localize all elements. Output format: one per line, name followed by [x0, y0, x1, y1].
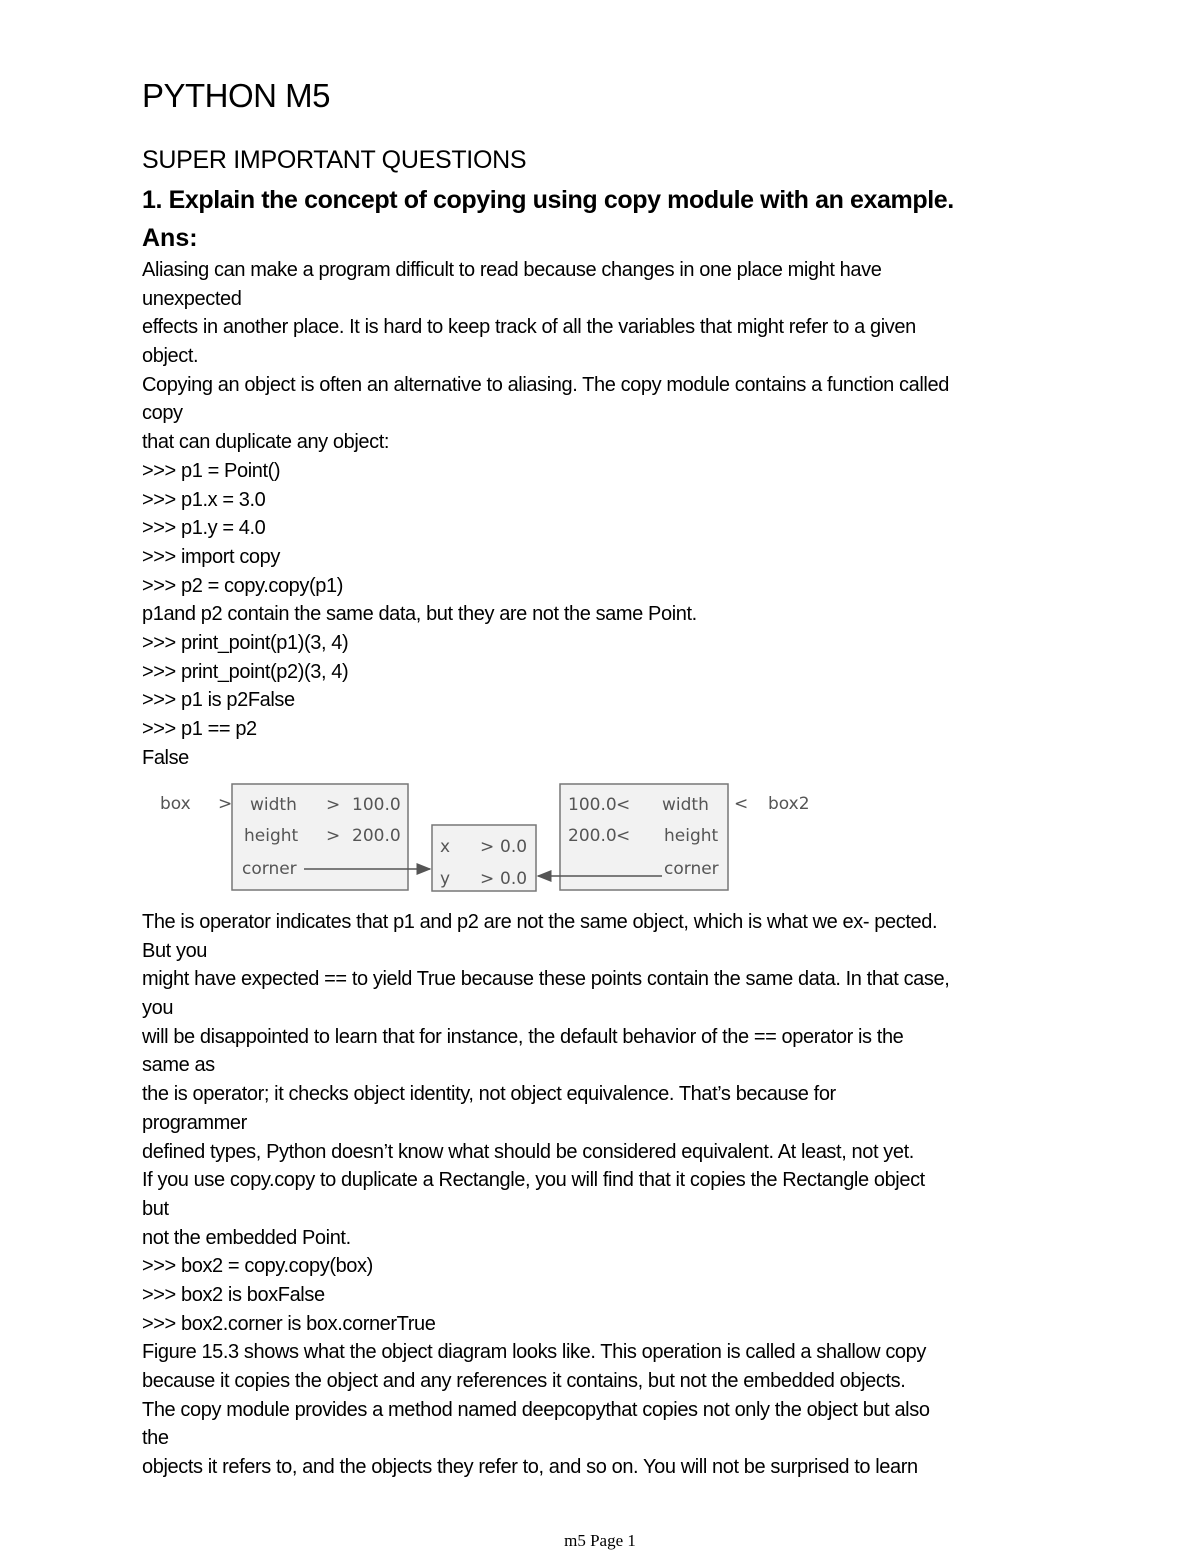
box2-variable-label: box2: [768, 794, 810, 814]
point-y-value: 0.0: [500, 869, 528, 889]
text-line: because it copies the object and any references it contains, but not the embedded objects.: [142, 1370, 906, 1392]
left-height-arrow: >: [326, 826, 341, 846]
point-x-arrow: >: [480, 837, 495, 857]
point-y-arrow: >: [480, 869, 495, 889]
text-line: that can duplicate any object:: [142, 431, 390, 454]
text-line: p1and p2 contain the same data, but they are not the same Point.: [142, 603, 697, 626]
right-width-label: width: [662, 795, 709, 815]
text-line: effects in another place. It is hard to keep track of all the variables that might refer to a given: [142, 316, 916, 339]
text-line: Figure 15.3 shows what the object diagram looks like. This operation is called a shallow copy: [142, 1341, 926, 1364]
right-corner-label: corner: [664, 859, 719, 879]
left-width-value: 100.0: [352, 795, 401, 815]
right-height-arrow: <: [616, 826, 631, 846]
right-height-label: height: [664, 826, 719, 846]
text-line: >>> p1 == p2: [142, 718, 257, 740]
object-diagram: [150, 772, 830, 907]
text-line: >>> box2 = copy.copy(box): [142, 1255, 373, 1278]
text-line: not the embedded Point.: [142, 1226, 351, 1249]
point-x-label: x: [440, 837, 451, 857]
text-line: >>> box2.corner is box.cornerTrue: [142, 1312, 436, 1335]
left-height-value: 200.0: [352, 826, 401, 846]
text-line: objects it refers to, and the objects they refer to, and so on. You will not be surprised to learn: [142, 1456, 918, 1479]
box-variable-label: box: [160, 794, 191, 814]
object-diagram-figure: [150, 772, 830, 907]
answer-label: Ans:: [142, 224, 198, 252]
text-line: programmer: [142, 1111, 247, 1134]
text-line: >>> print_point(p1)(3, 4): [142, 631, 349, 654]
text-line: >>> print_point(p2)(3, 4): [142, 660, 349, 683]
left-width-label: width: [250, 795, 297, 815]
left-height-label: height: [244, 826, 299, 846]
text-line: might have expected == to yield True because these points contain the same data. In that case,: [142, 968, 950, 991]
text-line: >>> p1 is p2False: [142, 689, 295, 712]
right-height-value: 200.0: [568, 826, 617, 846]
text-line: unexpected: [142, 287, 242, 310]
answer-text-part-1: [142, 256, 1062, 772]
text-line: The is operator indicates that p1 and p2 are not the same object, which is what we ex- pected.: [142, 911, 938, 933]
right-width-arrow: <: [616, 795, 631, 815]
text-line: defined types, Python doesn’t know what should be considered equivalent. At least, not yet.: [142, 1140, 914, 1163]
left-corner-label: corner: [242, 859, 297, 879]
left-width-arrow: >: [326, 795, 341, 815]
text-line: the is operator; it checks object identity, not object equivalence. That’s because for: [142, 1083, 836, 1106]
text-line: Copying an object is often an alternative to aliasing. The copy module contains a function called: [142, 373, 949, 396]
text-line: copy: [142, 402, 183, 425]
point-y-label: y: [440, 869, 451, 889]
text-line: object.: [142, 345, 199, 368]
text-line: But you: [142, 939, 208, 962]
text-line: >>> p2 = copy.copy(p1): [142, 574, 343, 597]
text-line: If you use copy.copy to duplicate a Rectangle, you will find that it copies the Rectangle object: [142, 1169, 925, 1192]
text-line: same as: [142, 1054, 215, 1077]
text-line: False: [142, 746, 189, 769]
point-x-value: 0.0: [500, 837, 528, 857]
text-line: the: [142, 1427, 169, 1450]
question-heading: 1. Explain the concept of copying using copy module with an example.: [142, 186, 954, 214]
text-line: you: [142, 997, 174, 1020]
section-heading: SUPER IMPORTANT QUESTIONS: [142, 146, 527, 174]
text-line: The copy module provides a method named deepcopythat copies not only the object but also: [142, 1398, 930, 1421]
text-line: >>> p1.y = 4.0: [142, 517, 266, 540]
page-footer: m5 Page 1: [564, 1531, 636, 1550]
text-line: >>> box2 is boxFalse: [142, 1283, 325, 1306]
right-width-value: 100.0: [568, 795, 617, 815]
document-title: PYTHON M5: [142, 77, 331, 114]
text-line: Aliasing can make a program difficult to read because changes in one place might have: [142, 259, 882, 281]
answer-text-part-2: [142, 908, 1062, 1482]
text-line: >>> p1 = Point(): [142, 459, 281, 482]
text-line: >>> p1.x = 3.0: [142, 488, 266, 511]
box2-arrow-glyph: <: [734, 794, 749, 814]
box-arrow-glyph: >: [218, 794, 233, 814]
text-line: will be disappointed to learn that for instance, the default behavior of the == operator is the: [142, 1025, 904, 1048]
text-line: but: [142, 1197, 169, 1220]
text-line: >>> import copy: [142, 545, 280, 568]
